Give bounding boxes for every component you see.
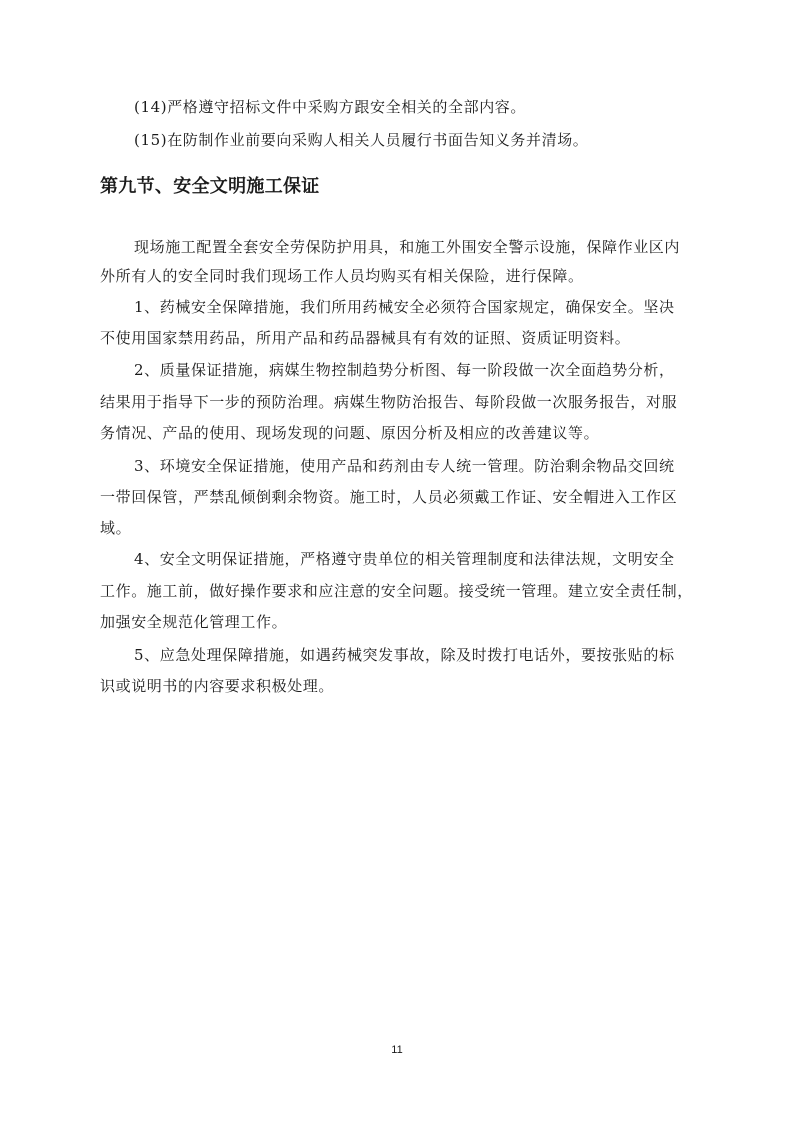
paragraph-line: 外所有人的安全同时我们现场工作人员均购买有相关保险，进行保障。 <box>100 267 584 285</box>
paragraph-line: 2、质量保证措施，病媒生物控制趋势分析图、每一阶段做一次全面趋势分析， <box>134 361 675 379</box>
list-item-14: (14)严格遵守招标文件中采购方跟安全相关的全部内容。 <box>134 98 526 116</box>
paragraph-line: 不使用国家禁用药品，所用产品和药品器械具有有效的证照、资质证明资料。 <box>100 329 631 347</box>
paragraph-line: 1、药械安全保障措施，我们所用药械安全必须符合国家规定，确保安全。坚决 <box>134 298 675 316</box>
paragraph-line: 3、环境安全保证措施，使用产品和药剂由专人统一管理。防治剩余物品交回统 <box>134 457 675 475</box>
paragraph-line: 识或说明书的内容要求积极处理。 <box>100 677 335 695</box>
paragraph-line: 务情况、产品的使用、现场发现的问题、原因分析及相应的改善建议等。 <box>100 424 600 442</box>
paragraph-line: 域。 <box>100 519 132 537</box>
section-title: 第九节、安全文明施工保证 <box>100 176 320 197</box>
paragraph-line: 工作。施工前，做好操作要求和应注意的安全问题。接受统一管理。建立安全责任制， <box>100 582 693 600</box>
paragraph-line: 加强安全规范化管理工作。 <box>100 613 288 631</box>
page-number: 11 <box>391 1044 403 1056</box>
paragraph-line: 一带回保管，严禁乱倾倒剩余物资。施工时，人员必须戴工作证、安全帽进入工作区 <box>100 488 678 506</box>
paragraph-line: 现场施工配置全套安全劳保防护用具，和施工外围安全警示设施，保障作业区内 <box>134 238 681 256</box>
paragraph-line: 结果用于指导下一步的预防治理。病媒生物防治报告、每阶段做一次服务报告，对服 <box>100 393 678 411</box>
paragraph-line: 5、应急处理保障措施，如遇药械突发事故，除及时拨打电话外，要按张贴的标 <box>134 646 675 664</box>
list-item-15: (15)在防制作业前要向采购人相关人员履行书面告知义务并清场。 <box>134 131 589 149</box>
paragraph-line: 4、安全文明保证措施，严格遵守贵单位的相关管理制度和法律法规，文明安全 <box>134 550 675 568</box>
